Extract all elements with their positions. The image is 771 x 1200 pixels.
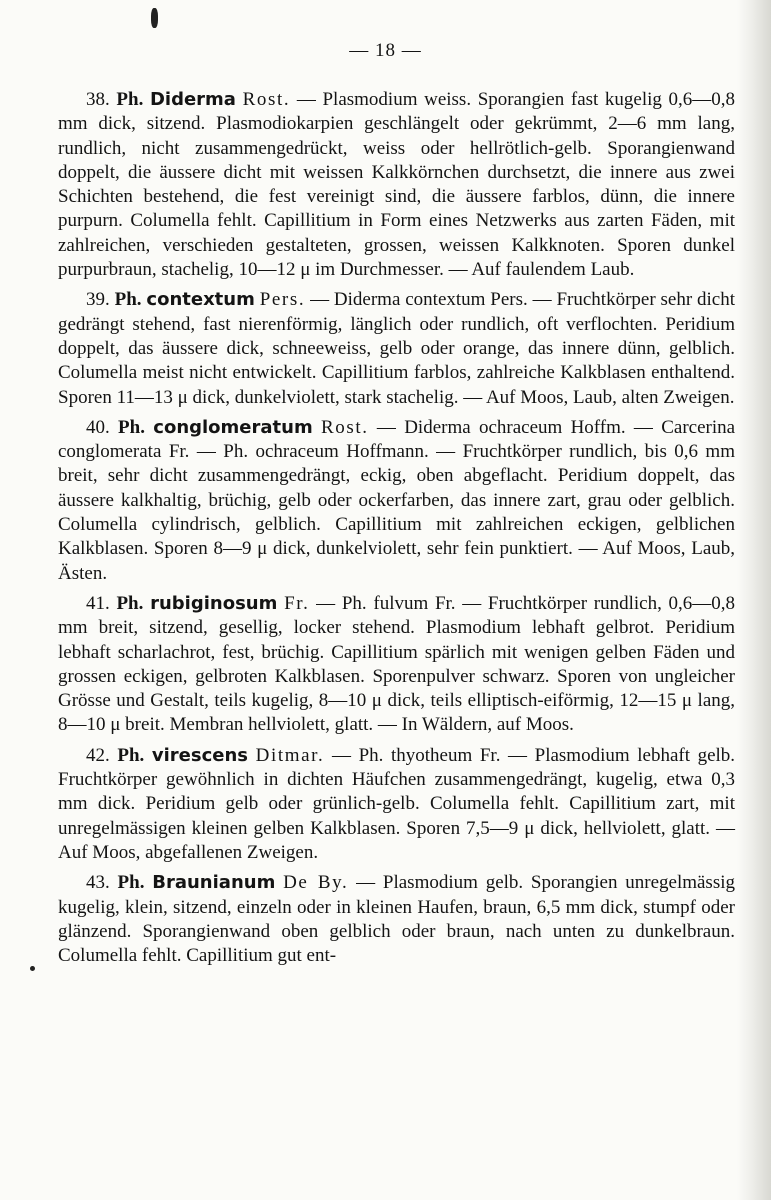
author-name: De By.	[283, 872, 349, 894]
genus-abbrev: Ph.	[114, 289, 142, 311]
genus-abbrev: Ph.	[117, 872, 145, 894]
species-entry	[58, 288, 735, 409]
species-name: Braunianum	[152, 872, 276, 894]
entry-number: 43.	[86, 872, 110, 894]
ink-speck	[30, 966, 35, 971]
page-number: — 18 —	[349, 40, 422, 61]
author-name: Ditmar.	[255, 744, 325, 766]
entry-description: — Diderma contextum Pers. — Fruchtkörper sehr dicht gedrängt stehend, fast nierenförmig, länglich oder rundlich, oft verflochten. Peridium doppelt, das äussere dick, schneeweiss, gelb oder orange, das innere dünn, gelblich. Columella meist nicht entwickelt. Capillitium farblos, zahlreiche Kalkblasen enthaltend. Sporen 11—13 μ dick, dunkelviolett, stark stachelig. — Auf Moos, Laub, alten Zweigen.	[58, 289, 736, 408]
species-name: rubiginosum	[150, 592, 278, 614]
species-entry	[58, 416, 735, 586]
page-body	[58, 88, 735, 974]
species-name: conglomeratum	[153, 416, 313, 438]
author-name: Pers.	[259, 289, 306, 311]
entry-number: 38.	[86, 89, 110, 110]
entry-number: 42.	[86, 744, 110, 766]
genus-abbrev: Ph.	[116, 592, 144, 614]
entry-number: 40.	[86, 416, 110, 438]
entry-description: — Diderma ochraceum Hoffm. — Carcerina conglomerata Fr. — Ph. ochraceum Hoffmann. — Fruchtkörper rundlich, bis 0,6 mm breit, sehr dicht zusammengedrängt, eckig, oben abgeflacht. Peridium doppelt, das äussere kalkhaltig, brüchig, gelb oder ockerfarben, das innere zart, grau oder gelblich. Columella cylindrisch, gelblich. Capillitium mit zahlreichen eckigen, gelblichen Kalkblasen. Sporen 8—9 μ dick, dunkelviolett, sehr fein punktiert. — Auf Moos, Laub, Ästen.	[58, 416, 736, 584]
entry-description: — Plasmodium weiss. Sporangien fast kugelig 0,6—0,8 mm dick, sitzend. Plasmodiokarpien geschlängelt oder gekrümmt, 2—6 mm lang, rundlich, nicht zusammengedrückt, weiss oder hellrötlich-gelb. Sporangienwand doppelt, die äussere dicht mit weissen Kalkkörnchen durchsetzt, die innere aus zwei Schichten bestehend, die fest vereinigt sind, die äussere farblos, dünn, die innere purpurn. Columella fehlt. Capillitium in Form eines Netzwerks aus zarten Fäden, mit zahlreichen, verschieden gestalteten, grossen, weissen Kalkknoten. Sporen dunkel purpurbraun, stachelig, 10—12 μ im Durchmesser. — Auf faulendem Laub.	[58, 89, 736, 281]
genus-abbrev: Ph.	[118, 416, 145, 438]
author-name: Rost.	[321, 416, 369, 438]
species-name: contextum	[146, 289, 255, 311]
genus-abbrev: Ph.	[116, 89, 144, 110]
entry-description: — Ph. fulvum Fr. — Fruchtkörper rundlich, 0,6—0,8 mm breit, sitzend, gesellig, locker stehend. Plasmodium lebhaft gelbrot. Peridium lebhaft scharlachrot, fest, brüchig. Capillitium spärlich mit wenigen gelben Fäden und grossen eckigen, gelbroten Kalkblasen. Sporenpulver schwarz. Sporen von ungleicher Grösse und Gestalt, teils kugelig, 8—10 μ dick, teils elliptisch-eiförmig, 12—15 μ lang, 8—10 μ breit. Membran hellviolett, glatt. — In Wäldern, auf Moos.	[58, 592, 736, 736]
species-entry	[58, 88, 735, 282]
species-name: Diderma	[149, 89, 236, 110]
author-name: Fr.	[284, 592, 310, 614]
species-entry	[58, 744, 735, 865]
entry-description: — Plasmodium gelb. Sporangien unregelmässig kugelig, klein, sitzend, einzeln oder in kleinen Haufen, braun, 6,5 mm dick, stumpf oder glänzend. Sporangienwand oben gelblich oder braun, nach unten zu dunkelbraun. Columella fehlt. Capillitium gut ent-	[58, 872, 736, 967]
species-entry	[58, 592, 735, 738]
entry-number: 39.	[86, 289, 110, 311]
ink-speck	[151, 8, 158, 28]
species-entry	[58, 871, 735, 968]
genus-abbrev: Ph.	[117, 744, 145, 766]
entry-description: — Ph. thyotheum Fr. — Plasmodium lebhaft gelb. Fruchtkörper gewöhnlich in dichten Häufchen zusammengedrängt, kugelig, etwa 0,3 mm dick. Peridium gelb oder grünlich-gelb. Columella fehlt. Capillitium zart, mit unregelmässigen kleinen gelben Kalkblasen. Sporen 7,5—9 μ dick, hellviolett, glatt. — Auf Moos, abgefallenen Zweigen.	[58, 744, 736, 863]
species-name: virescens	[151, 744, 249, 766]
author-name: Rost.	[242, 89, 291, 110]
entry-number: 41.	[86, 592, 110, 614]
page-edge-shadow	[737, 0, 771, 1200]
